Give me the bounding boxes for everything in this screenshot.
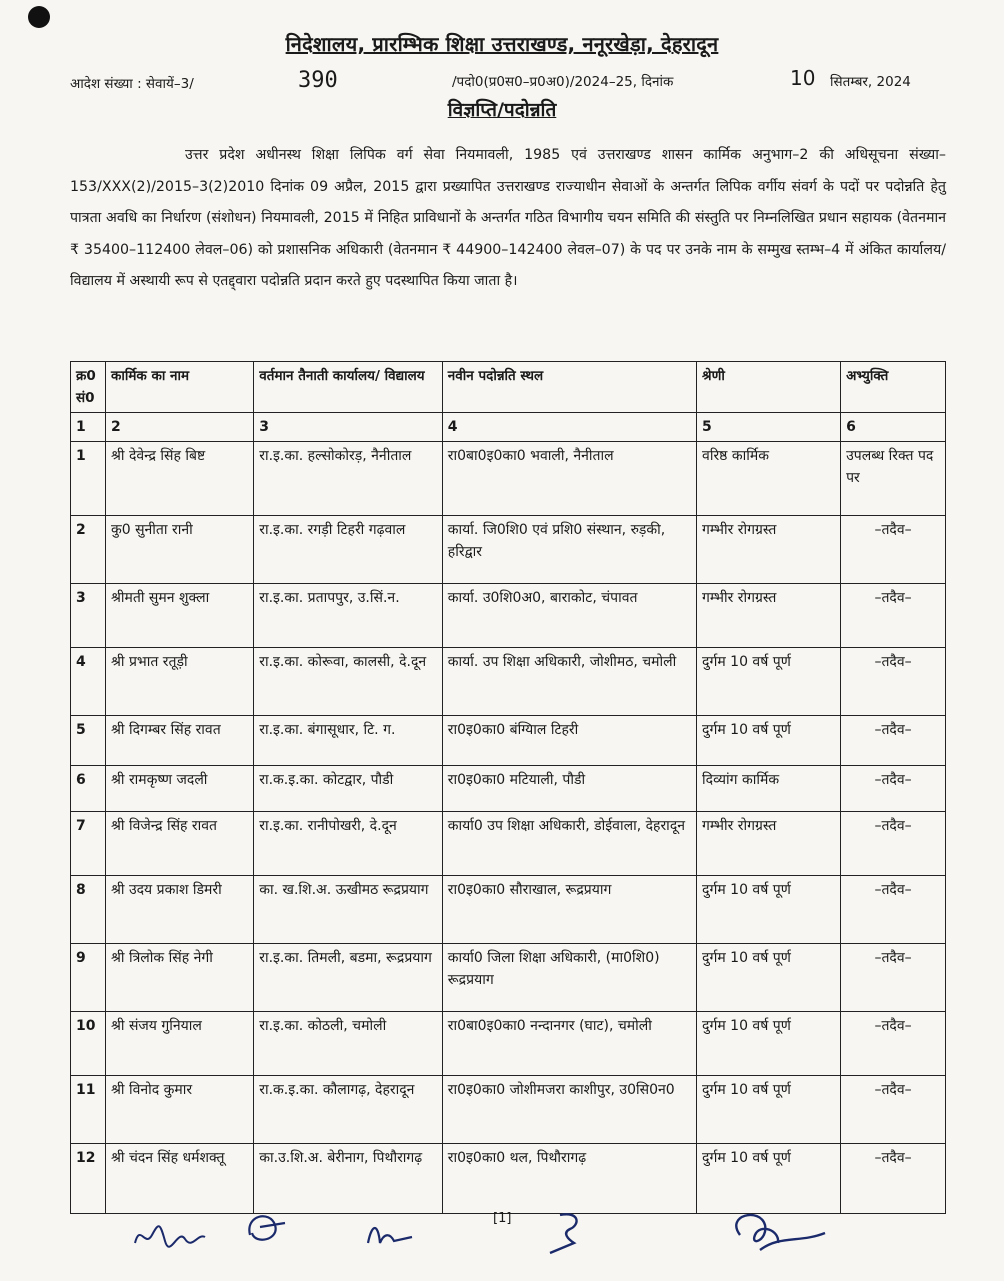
serial-cell: 7 bbox=[71, 812, 106, 876]
current-posting-cell: का.उ.शि.अ. बेरीनाग, पिथौरागढ़ bbox=[254, 1144, 443, 1214]
remark-cell: –तदैव– bbox=[841, 766, 946, 812]
current-posting-cell: रा.इ.का. रगड़ी टिहरी गढ़वाल bbox=[254, 516, 443, 584]
table-row bbox=[71, 516, 946, 584]
header-cell: श्रेणी bbox=[697, 362, 841, 413]
table-row bbox=[71, 766, 946, 812]
name-cell: श्री रामकृष्ण जदली bbox=[105, 766, 253, 812]
name-cell: श्री प्रभात रतूड़ी bbox=[105, 648, 253, 716]
table-row bbox=[71, 1144, 946, 1214]
column-number: 1 bbox=[71, 413, 106, 442]
name-cell: श्री देवेन्द्र सिंह बिष्ट bbox=[105, 442, 253, 516]
new-posting-cell: कार्या. उप शिक्षा अधिकारी, जोशीमठ, चमोली bbox=[442, 648, 696, 716]
serial-cell: 12 bbox=[71, 1144, 106, 1214]
order-suffix: /पदो0(प्र0स0–प्र0अ0)/2024–25, दिनांक bbox=[452, 74, 674, 90]
subject-heading: विज्ञप्ति/पदोन्नति bbox=[447, 99, 557, 121]
category-cell: वरिष्ठ कार्मिक bbox=[697, 442, 841, 516]
remark-cell: –तदैव– bbox=[841, 876, 946, 944]
name-cell: श्री उदय प्रकाश डिमरी bbox=[105, 876, 253, 944]
remark-cell: –तदैव– bbox=[841, 648, 946, 716]
table-header-row bbox=[71, 362, 946, 413]
promotion-table bbox=[70, 361, 946, 1214]
table-row bbox=[71, 1076, 946, 1144]
remark-cell: –तदैव– bbox=[841, 716, 946, 766]
column-number: 3 bbox=[254, 413, 443, 442]
serial-cell: 5 bbox=[71, 716, 106, 766]
order-prefix: आदेश संख्या : सेवायें–3/ bbox=[70, 76, 194, 92]
category-cell: दुर्गम 10 वर्ष पूर्ण bbox=[697, 876, 841, 944]
new-posting-cell: रा0इ0का0 बंग्यिाल टिहरी bbox=[442, 716, 696, 766]
new-posting-cell: रा0इ0का0 मटियाली, पौडी bbox=[442, 766, 696, 812]
table-row bbox=[71, 876, 946, 944]
table-row bbox=[71, 1012, 946, 1076]
header-cell: वर्तमान तैनाती कार्यालय/ विद्यालय bbox=[254, 362, 443, 413]
name-cell: श्री त्रिलोक सिंह नेगी bbox=[105, 944, 253, 1012]
new-posting-cell: रा0बा0इ0का0 नन्दानगर (घाट), चमोली bbox=[442, 1012, 696, 1076]
category-cell: गम्भीर रोगग्रस्त bbox=[697, 584, 841, 648]
table-row bbox=[71, 442, 946, 516]
category-cell: दिव्यांग कार्मिक bbox=[697, 766, 841, 812]
new-posting-cell: कार्या0 उप शिक्षा अधिकारी, डोईवाला, देहरादून bbox=[442, 812, 696, 876]
table-row bbox=[71, 944, 946, 1012]
serial-cell: 1 bbox=[71, 442, 106, 516]
new-posting-cell: कार्या. उ0शि0अ0, बाराकोट, चंपावत bbox=[442, 584, 696, 648]
current-posting-cell: का. ख.शि.अ. ऊखीमठ रूद्रप्रयाग bbox=[254, 876, 443, 944]
table-row bbox=[71, 648, 946, 716]
name-cell: श्री दिगम्बर सिंह रावत bbox=[105, 716, 253, 766]
table-row bbox=[71, 584, 946, 648]
order-line bbox=[70, 68, 944, 98]
current-posting-cell: रा.इ.का. रानीपोखरी, दे.दून bbox=[254, 812, 443, 876]
category-cell: गम्भीर रोगग्रस्त bbox=[697, 812, 841, 876]
category-cell: दुर्गम 10 वर्ष पूर्ण bbox=[697, 944, 841, 1012]
category-cell: दुर्गम 10 वर्ष पूर्ण bbox=[697, 1012, 841, 1076]
column-number-row bbox=[71, 413, 946, 442]
column-number: 6 bbox=[841, 413, 946, 442]
current-posting-cell: रा.इ.का. हल्सोकोरड़, नैनीताल bbox=[254, 442, 443, 516]
header-cell: कार्मिक का नाम bbox=[105, 362, 253, 413]
remark-cell: –तदैव– bbox=[841, 1012, 946, 1076]
remark-cell: –तदैव– bbox=[841, 812, 946, 876]
name-cell: श्रीमती सुमन शुक्ला bbox=[105, 584, 253, 648]
serial-cell: 9 bbox=[71, 944, 106, 1012]
remark-cell: –तदैव– bbox=[841, 516, 946, 584]
header-cell: क्र0 सं0 bbox=[71, 362, 106, 413]
category-cell: दुर्गम 10 वर्ष पूर्ण bbox=[697, 648, 841, 716]
column-number: 4 bbox=[442, 413, 696, 442]
serial-cell: 3 bbox=[71, 584, 106, 648]
serial-cell: 11 bbox=[71, 1076, 106, 1144]
current-posting-cell: रा.इ.का. कोरूवा, कालसी, दे.दून bbox=[254, 648, 443, 716]
current-posting-cell: रा.इ.का. तिमली, बडमा, रूद्रप्रयाग bbox=[254, 944, 443, 1012]
serial-cell: 8 bbox=[71, 876, 106, 944]
header-cell: अभ्युक्ति bbox=[841, 362, 946, 413]
name-cell: श्री संजय गुनियाल bbox=[105, 1012, 253, 1076]
name-cell: कु0 सुनीता रानी bbox=[105, 516, 253, 584]
new-posting-cell: रा0इ0का0 थल, पिथौरागढ़ bbox=[442, 1144, 696, 1214]
new-posting-cell: कार्या. जि0शि0 एवं प्रशि0 संस्थान, रुड़की, हरिद्वार bbox=[442, 516, 696, 584]
category-cell: गम्भीर रोगग्रस्त bbox=[697, 516, 841, 584]
body-paragraph: उत्तर प्रदेश अधीनस्थ शिक्षा लिपिक वर्ग सेवा नियमावली, 1985 एवं उत्तराखण्ड शासन कार्मिक अनुभाग–2 की अधिसूचना संख्या–153/XXX(2)/2015–3(2)2010 दिनांक 09 अप्रैल, 2015 द्वारा प्रख्यापित उत्तराखण्ड राज्याधीन सेवाओं के अन्तर्गत लिपिक वर्गीय संवर्ग के पदों पर पदोन्नति हेतु पात्रता अवधि का निर्धारण (संशोधन) नियमावली, 2015 में निहित प्राविधानों के अन्तर्गत गठित विभागीय चयन समिति की संस्तुति पर निम्नलिखित प्रधान सहायक (वेतनमान ₹ 35400–112400 लेवल–06) को प्रशासनिक अधिकारी (वेतनमान ₹ 44900–142400 लेवल–07) के पद पर उनके नाम के सम्मुख स्तम्भ–4 में अंकित कार्यालय/विद्यालय में अस्थायी रूप से एतद्द्वारा पदोन्नति प्रदान करते हुए पदस्थापित किया जाता है। bbox=[70, 147, 946, 289]
signature-footer bbox=[0, 1205, 1004, 1265]
new-posting-cell: कार्या0 जिला शिक्षा अधिकारी, (मा0शि0) रूद्रप्रयाग bbox=[442, 944, 696, 1012]
column-number: 5 bbox=[697, 413, 841, 442]
current-posting-cell: रा.क.इ.का. कौलागढ़, देहरादून bbox=[254, 1076, 443, 1144]
category-cell: दुर्गम 10 वर्ष पूर्ण bbox=[697, 1076, 841, 1144]
name-cell: श्री चंदन सिंह धर्मशक्तू bbox=[105, 1144, 253, 1214]
current-posting-cell: रा.इ.का. बंगासूधार, टि. ग. bbox=[254, 716, 443, 766]
remark-cell: –तदैव– bbox=[841, 1076, 946, 1144]
signature-1 bbox=[130, 1213, 210, 1253]
current-posting-cell: रा.इ.का. कोठली, चमोली bbox=[254, 1012, 443, 1076]
remark-cell: –तदैव– bbox=[841, 1144, 946, 1214]
column-number: 2 bbox=[105, 413, 253, 442]
serial-cell: 4 bbox=[71, 648, 106, 716]
new-posting-cell: रा0इ0का0 जोशीमजरा काशीपुर, उ0सि0न0 bbox=[442, 1076, 696, 1144]
signature-5 bbox=[720, 1205, 830, 1260]
category-cell: दुर्गम 10 वर्ष पूर्ण bbox=[697, 1144, 841, 1214]
bullet-mark bbox=[28, 6, 50, 28]
page-number: [1] bbox=[493, 1211, 512, 1226]
table-row bbox=[71, 812, 946, 876]
current-posting-cell: रा.क.इ.का. कोटद्वार, पौडी bbox=[254, 766, 443, 812]
order-day: 10 bbox=[790, 66, 816, 90]
remark-cell: उपलब्ध रिक्त पद पर bbox=[841, 442, 946, 516]
category-cell: दुर्गम 10 वर्ष पूर्ण bbox=[697, 716, 841, 766]
table-row bbox=[71, 716, 946, 766]
name-cell: श्री विजेन्द्र सिंह रावत bbox=[105, 812, 253, 876]
signature-3 bbox=[360, 1213, 420, 1253]
remark-cell: –तदैव– bbox=[841, 584, 946, 648]
order-number: 390 bbox=[298, 68, 338, 93]
signature-2 bbox=[240, 1205, 290, 1250]
header-cell: नवीन पदोन्नति स्थल bbox=[442, 362, 696, 413]
new-posting-cell: रा0इ0का0 सौराखाल, रूद्रप्रयाग bbox=[442, 876, 696, 944]
serial-cell: 2 bbox=[71, 516, 106, 584]
name-cell: श्री विनोद कुमार bbox=[105, 1076, 253, 1144]
signature-4 bbox=[540, 1207, 610, 1257]
current-posting-cell: रा.इ.का. प्रतापपुर, उ.सिं.न. bbox=[254, 584, 443, 648]
remark-cell: –तदैव– bbox=[841, 944, 946, 1012]
office-heading: निदेशालय, प्रारम्भिक शिक्षा उत्तराखण्ड, ननूरखेड़ा, देहरादून bbox=[285, 32, 719, 56]
serial-cell: 10 bbox=[71, 1012, 106, 1076]
order-month-year: सितम्बर, 2024 bbox=[830, 74, 911, 90]
new-posting-cell: रा0बा0इ0का0 भवाली, नैनीताल bbox=[442, 442, 696, 516]
serial-cell: 6 bbox=[71, 766, 106, 812]
